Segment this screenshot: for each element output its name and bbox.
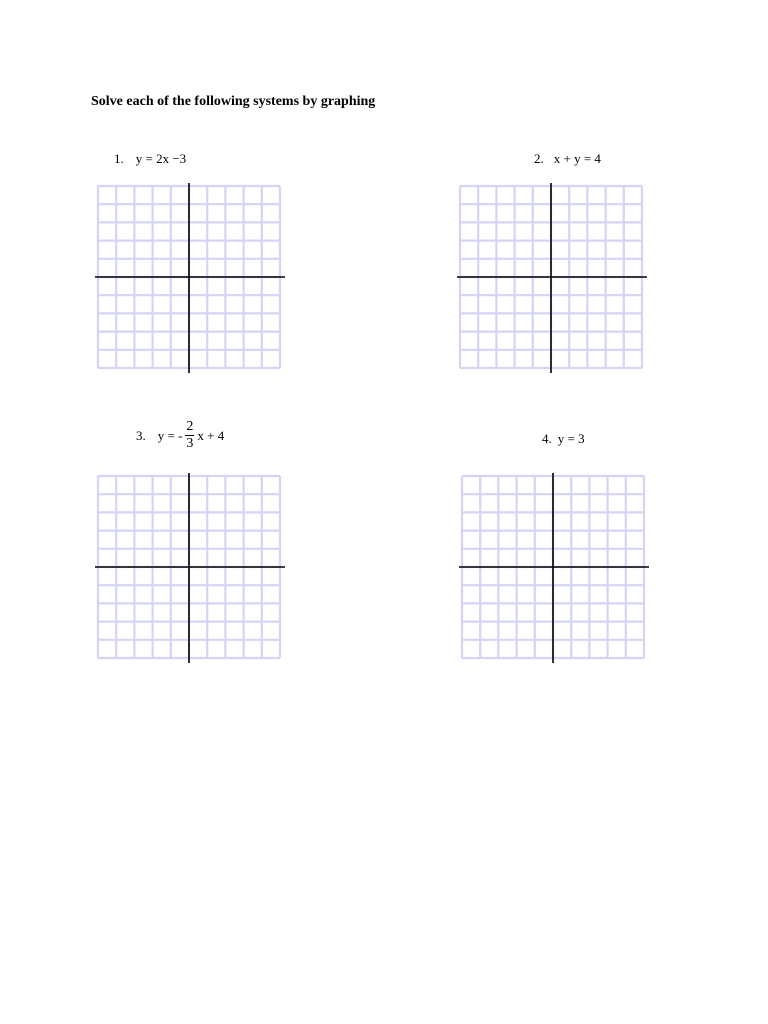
coordinate-grid-1[interactable] [95, 183, 287, 375]
problem-equation: y = 2x −3 [135, 151, 187, 166]
coordinate-grid-4[interactable] [459, 473, 651, 665]
worksheet-instruction: Solve each of the following systems by graphing [91, 94, 376, 109]
problem-2-label [534, 151, 601, 167]
problem-number: 1. [114, 151, 124, 166]
problem-1-label [114, 151, 186, 167]
grid-svg [95, 473, 287, 665]
grid-svg [459, 473, 651, 665]
problem-equation: x + y = 4 [553, 151, 601, 166]
fraction-numerator: 2 [186, 419, 194, 434]
problem-equation-prefix: y = - [157, 427, 183, 443]
problem-number: 2. [534, 151, 544, 166]
problem-number: 3. [136, 427, 146, 443]
problem-equation-suffix: x + 4 [197, 427, 225, 443]
problem-4-label [542, 431, 585, 447]
fraction [185, 420, 194, 451]
problem-number: 4. [542, 431, 552, 446]
coordinate-grid-2[interactable] [457, 183, 649, 375]
grid-svg [95, 183, 287, 375]
problem-3-label [136, 420, 224, 451]
grid-svg [457, 183, 649, 375]
fraction-denominator: 3 [186, 436, 194, 451]
problem-equation: y = 3 [557, 431, 585, 446]
coordinate-grid-3[interactable] [95, 473, 287, 665]
